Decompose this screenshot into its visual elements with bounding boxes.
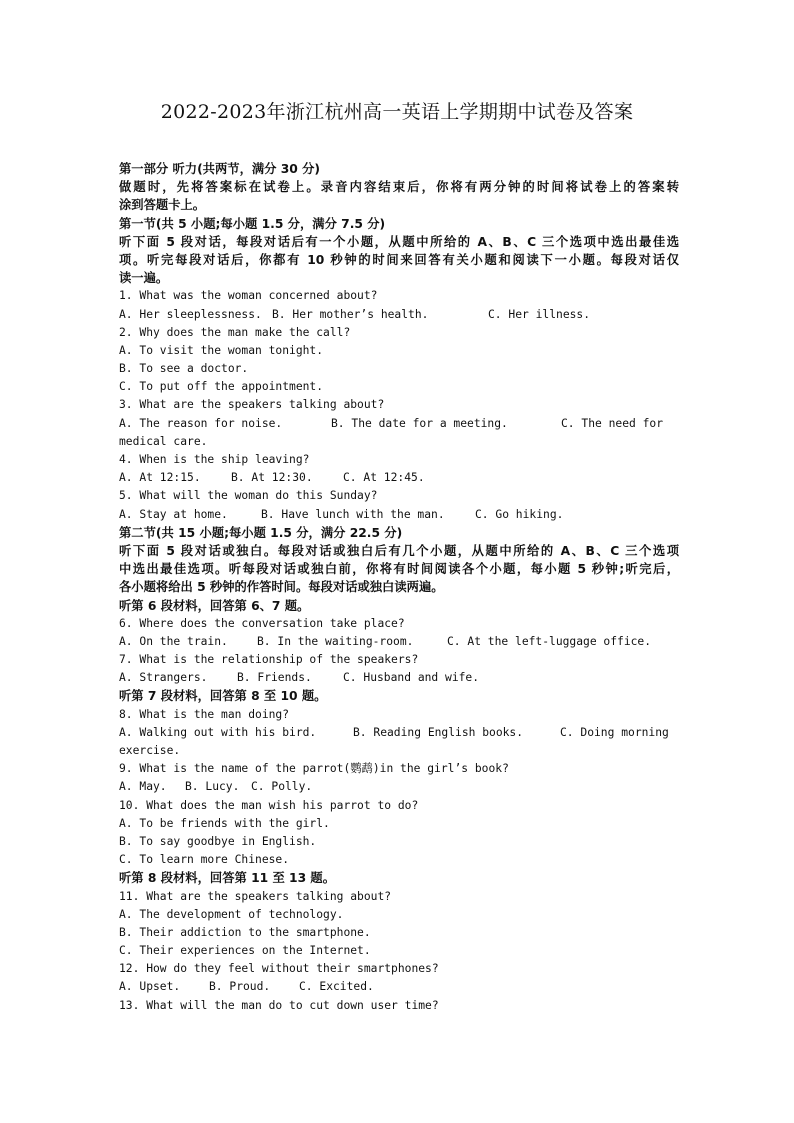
question-13: 13. What will the man do to cut down user time? (119, 998, 439, 1012)
section1-heading: 第一节(共 5 小题;每小题 1.5 分，满分 7.5 分) (119, 216, 386, 231)
option-a: A. May. (119, 780, 167, 794)
option-b: B. Lucy. (185, 780, 240, 794)
option-a: A. Strangers. (119, 671, 208, 685)
question-4-options (119, 469, 679, 487)
section1-instruction-line: 项。听完每段对话后，你都有 10 秒钟的时间来回答有关小题和阅读下一小题。每段对话仅 (119, 252, 679, 267)
question-12-options (119, 978, 679, 996)
option-b: B. Their addiction to the smartphone. (119, 925, 371, 939)
option-c: C. Polly. (251, 780, 313, 794)
question-6-options (119, 633, 679, 651)
section1-instruction-line: 读一遍。 (119, 271, 169, 286)
option-a: A. Walking out with his bird. (119, 725, 317, 739)
option-b: B. Have lunch with the man. (261, 507, 445, 521)
option-c: C. Her illness. (488, 307, 591, 321)
option-b: B. To say goodbye in English. (119, 834, 317, 848)
section2-instruction-line: 各小题将给出 5 秒钟的作答时间。每段对话或独白读两遍。 (119, 580, 444, 595)
option-c: C. The need for (561, 416, 664, 430)
option-a: A. The reason for noise. (119, 416, 283, 430)
option-c-continued: medical care. (119, 434, 208, 448)
question-3: 3. What are the speakers talking about? (119, 398, 385, 412)
part1-instruction-line: 做题时，先将答案标在试卷上。录音内容结束后，你将有两分钟的时间将试卷上的答案转 (119, 180, 679, 195)
option-b: B. To see a doctor. (119, 362, 249, 376)
section2-instruction-line: 听下面 5 段对话或独白。每段对话或独白后有几个小题，从题中所给的 A、B、C 三个选项 (119, 543, 679, 558)
option-c-continued: exercise. (119, 744, 181, 757)
part1-heading: 第一部分 听力(共两节，满分 30 分) (119, 162, 321, 176)
option-a: A. To be friends with the girl. (119, 816, 330, 830)
option-c: C. To learn more Chinese. (119, 853, 290, 867)
option-b: B. Reading English books. (353, 725, 524, 739)
material-6-heading: 听第 6 段材料，回答第 6、7 题。 (119, 598, 310, 613)
question-5: 5. What will the woman do this Sunday? (119, 489, 378, 503)
option-b: B. In the waiting-room. (257, 634, 414, 648)
question-6: 6. Where does the conversation take place? (119, 616, 405, 630)
option-b: B. The date for a meeting. (331, 416, 508, 430)
option-c: C. To put off the appointment. (119, 380, 324, 394)
question-1: 1. What was the woman concerned about? (119, 289, 378, 303)
question-4: 4. When is the ship leaving? (119, 453, 310, 466)
option-b: B. At 12:30. (231, 471, 313, 485)
option-b: B. Friends. (237, 671, 312, 685)
question-7: 7. What is the relationship of the speakers? (119, 653, 419, 667)
option-c: C. Their experiences on the Internet. (119, 944, 371, 958)
option-a: A. To visit the woman tonight. (119, 343, 324, 357)
option-a: A. Upset. (119, 980, 181, 994)
option-a: A. Her sleeplessness. (119, 307, 262, 321)
option-a: A. Stay at home. (119, 507, 228, 521)
option-c: C. Husband and wife. (343, 671, 480, 685)
option-b: B. Proud. (209, 980, 271, 994)
part1-instruction-line: 涂到答题卡上。 (119, 198, 206, 213)
option-a: A. The development of technology. (119, 907, 344, 921)
option-c: C. Doing morning (560, 725, 669, 739)
section1-instruction-line: 听下面 5 段对话，每段对话后有一个小题，从题中所给的 A、B、C 三个选项中选出最佳选 (119, 234, 679, 249)
section2-instruction-line: 中选出最佳选项。听每段对话或独白前，你将有时间阅读各个小题，每小题 5 秒钟;听完后， (119, 562, 679, 577)
question-11: 11. What are the speakers talking about? (119, 889, 392, 903)
option-c: C. At the left-luggage office. (447, 634, 652, 648)
question-3-options (119, 415, 679, 433)
question-7-options (119, 669, 679, 687)
question-8-options (119, 724, 679, 742)
question-9-options (119, 778, 679, 796)
option-a: A. At 12:15. (119, 471, 201, 485)
material-7-heading: 听第 7 段材料，回答第 8 至 10 题。 (119, 689, 327, 704)
question-12: 12. How do they feel without their smartphones? (119, 962, 439, 976)
option-c: C. Go hiking. (475, 507, 564, 521)
option-c: C. At 12:45. (343, 471, 425, 485)
option-b: B. Her mother’s health. (272, 307, 429, 321)
page-title: 2022-2023年浙江杭州高一英语上学期期中试卷及答案 (160, 101, 634, 123)
question-9: 9. What is the name of the parrot(鹦鹉)in the girl’s book? (119, 762, 509, 776)
question-2: 2. Why does the man make the call? (119, 325, 351, 339)
option-a: A. On the train. (119, 634, 228, 648)
section2-heading: 第二节(共 15 小题;每小题 1.5 分，满分 22.5 分) (119, 525, 403, 540)
option-c: C. Excited. (299, 980, 374, 994)
question-8: 8. What is the man doing? (119, 707, 290, 721)
question-1-options (119, 306, 679, 324)
material-8-heading: 听第 8 段材料，回答第 11 至 13 题。 (119, 871, 336, 886)
question-10: 10. What does the man wish his parrot to do? (119, 798, 419, 812)
exam-body (119, 160, 679, 1015)
question-5-options (119, 506, 679, 524)
